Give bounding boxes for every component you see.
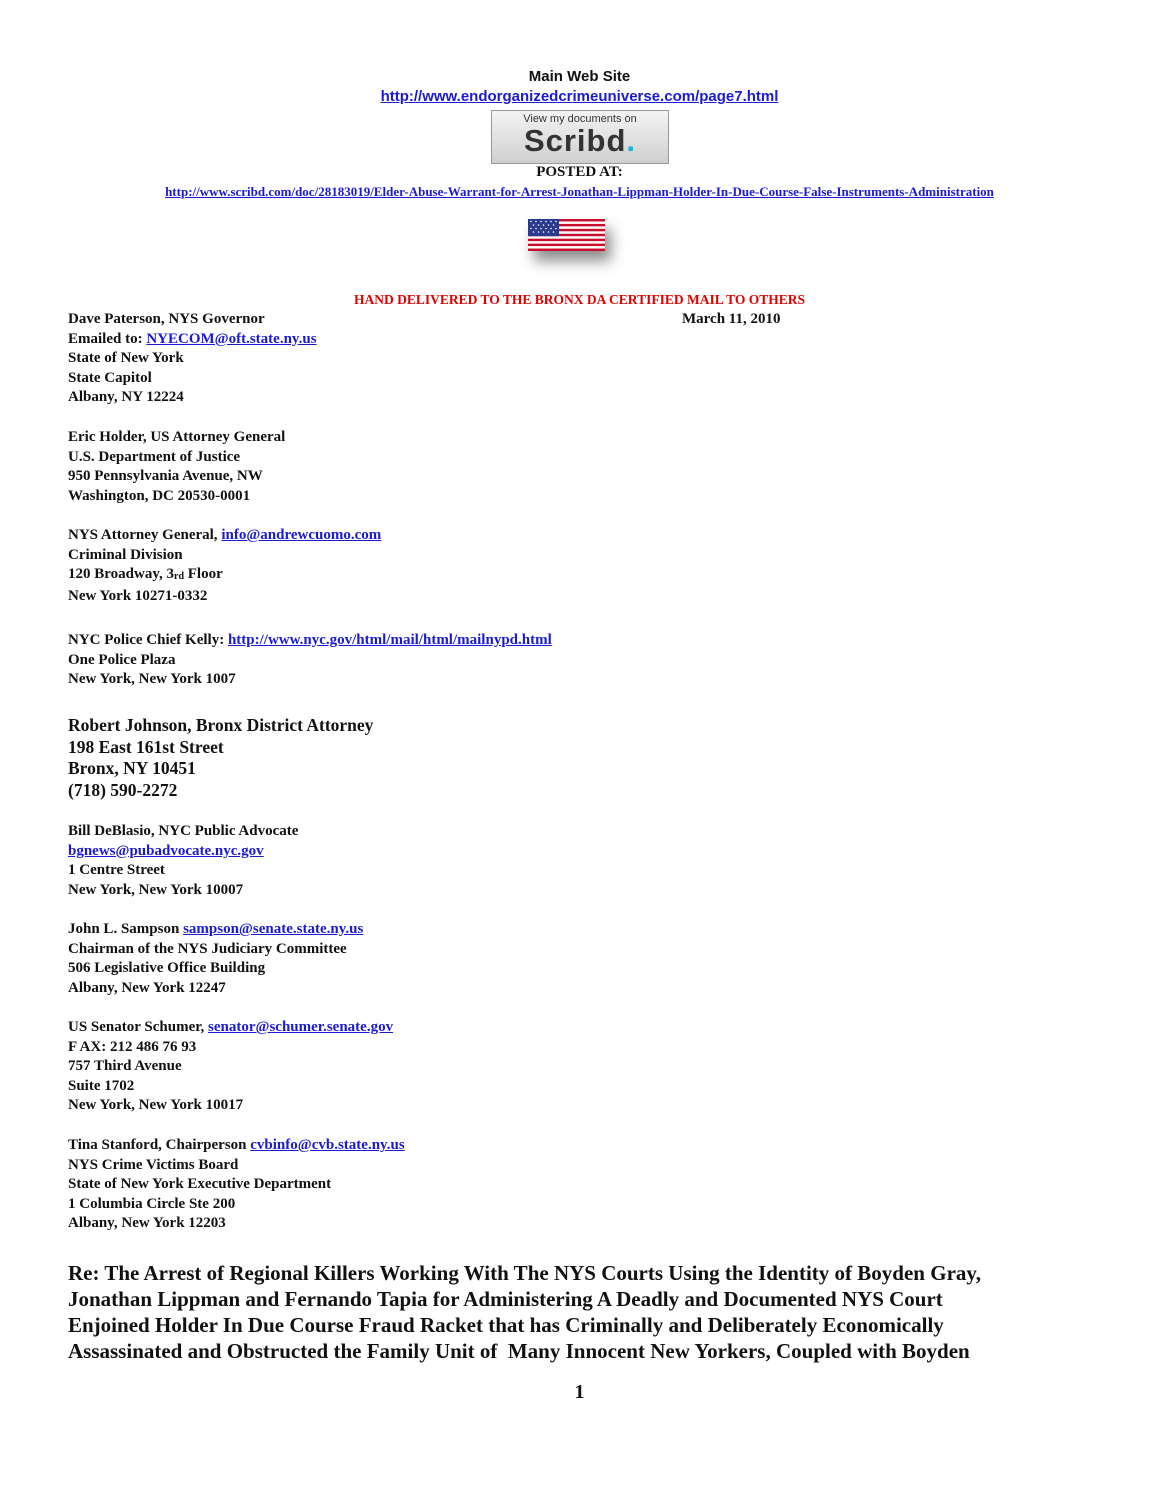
recipient-paterson xyxy=(68,310,317,408)
address-line: 1 Centre Street xyxy=(68,862,165,878)
recipient-name-line xyxy=(68,526,381,546)
email-link[interactable]: bgnews@pubadvocate.nyc.gov xyxy=(68,842,264,859)
us-flag-icon xyxy=(528,219,605,251)
address-line: Albany, New York 12247 xyxy=(68,979,226,996)
email-link[interactable]: NYECOM@oft.state.ny.us xyxy=(146,330,317,347)
recipient-name: NYC Police Chief Kelly: xyxy=(68,632,228,648)
recipient-email-line xyxy=(68,330,317,350)
address-line: New York, New York 1007 xyxy=(68,671,236,687)
recipient-schumer xyxy=(68,1018,393,1116)
scribd-caption: View my documents on xyxy=(523,113,637,125)
recipient-name: NYS Attorney General, xyxy=(68,527,222,543)
subject-line: Jonathan Lippman and Fernando Tapia for Administering A Deadly and Documented NYS Court xyxy=(68,1287,943,1311)
recipient-nys-ag xyxy=(68,526,381,606)
scribd-logo xyxy=(492,125,668,156)
subject-block xyxy=(68,1260,1098,1364)
address-line: 1 Columbia Circle Ste 200 xyxy=(68,1195,236,1212)
scribd-badge[interactable] xyxy=(491,110,669,164)
email-prefix: Emailed to: xyxy=(68,330,147,347)
recipient-name: Robert Johnson, Bronx District Attorney xyxy=(68,715,374,735)
fax-line: F AX: 212 486 76 93 xyxy=(68,1038,197,1055)
scribd-dot: . xyxy=(626,123,637,158)
ordinal-suffix: rd xyxy=(174,571,184,582)
recipient-name: US Senator Schumer, xyxy=(68,1019,209,1035)
recipient-name: John L. Sampson xyxy=(68,921,184,937)
recipient-holder xyxy=(68,428,285,506)
address-part: 120 Broadway, 3 xyxy=(68,566,174,582)
address-line: Albany, NY 12224 xyxy=(68,389,184,405)
recipient-name: Bill DeBlasio, NYC Public Advocate xyxy=(68,823,299,839)
main-site-url-wrap xyxy=(0,88,1159,105)
url-link[interactable]: http://www.nyc.gov/html/mail/html/mailnypd.html xyxy=(227,632,552,648)
email-link[interactable]: sampson@senate.state.ny.us xyxy=(183,921,364,937)
address-line: New York 10271-0332 xyxy=(68,587,208,604)
address-line: Albany, New York 12203 xyxy=(68,1215,226,1231)
posted-label: POSTED AT: xyxy=(536,164,623,180)
recipient-kelly xyxy=(68,631,552,690)
recipient-deblasio xyxy=(68,822,298,900)
address-line: 950 Pennsylvania Avenue, NW xyxy=(68,468,263,484)
address-line: Chairman of the NYS Judiciary Committee xyxy=(68,940,347,957)
phone-line: (718) 590-2272 xyxy=(68,779,178,800)
email-link[interactable]: cvbinfo@cvb.state.ny.us xyxy=(250,1137,405,1153)
address-line: State of New York Executive Department xyxy=(68,1176,332,1192)
recipient-sampson xyxy=(68,920,363,998)
recipient-name: Tina Stanford, Chairperson xyxy=(68,1137,251,1153)
address-line xyxy=(68,565,381,587)
address-line: Bronx, NY 10451 xyxy=(68,758,196,778)
address-line: One Police Plaza xyxy=(68,651,176,668)
address-line: Criminal Division xyxy=(68,546,183,563)
recipient-name-line xyxy=(68,631,552,651)
address-line: State Capitol xyxy=(68,369,152,386)
recipient-johnson xyxy=(68,715,373,801)
recipient-stanford xyxy=(68,1136,405,1234)
address-line: Suite 1702 xyxy=(68,1077,135,1094)
recipient-name-line xyxy=(68,1018,393,1038)
main-site-link[interactable]: http://www.endorganizedcrimeuniverse.com/page7.html xyxy=(380,88,779,105)
address-part: Floor xyxy=(184,566,223,582)
email-link[interactable]: senator@schumer.senate.gov xyxy=(208,1019,394,1035)
address-line: U.S. Department of Justice xyxy=(68,448,241,465)
address-line: New York, New York 10007 xyxy=(68,881,244,898)
posted-url-wrap xyxy=(0,184,1159,200)
address-line: State of New York xyxy=(68,350,184,366)
address-line: Washington, DC 20530-0001 xyxy=(68,487,251,504)
subject-line: Assassinated and Obstructed the Family Unit of Many Innocent New Yorkers, Coupled with Boyden xyxy=(68,1339,970,1363)
recipient-name-line xyxy=(68,920,363,940)
address-line: 198 East 161st Street xyxy=(68,736,224,757)
delivery-note: HAND DELIVERED TO THE BRONX DA CERTIFIED MAIL TO OTHERS xyxy=(353,292,805,307)
subject-line: Re: The Arrest of Regional Killers Working With The NYS Courts Using the Identity of Boyden Gray, xyxy=(68,1261,981,1285)
subject-line: Enjoined Holder In Due Course Fraud Racket that has Criminally and Deliberately Economically xyxy=(68,1313,944,1337)
posted-link[interactable]: http://www.scribd.com/doc/28183019/Elder-Abuse-Warrant-for-Arrest-Jonathan-Lippman-Holder-In-Due-Course-False-Instruments-Administration xyxy=(165,184,994,199)
address-line: New York, New York 10017 xyxy=(68,1097,244,1113)
main-site-label: Main Web Site xyxy=(528,68,631,85)
recipient-name: Dave Paterson, NYS Governor xyxy=(68,311,265,327)
address-line: 506 Legislative Office Building xyxy=(68,960,266,976)
address-line: NYS Crime Victims Board xyxy=(68,1156,239,1173)
recipient-name-line xyxy=(68,1136,405,1156)
scribd-brand: Scribd xyxy=(523,123,627,158)
address-line: 757 Third Avenue xyxy=(68,1058,182,1074)
page-number: 1 xyxy=(574,1381,585,1403)
email-line xyxy=(68,842,298,862)
letter-date: March 11, 2010 xyxy=(682,311,781,327)
email-link[interactable]: info@andrewcuomo.com xyxy=(221,527,382,543)
recipient-name: Eric Holder, US Attorney General xyxy=(68,429,286,445)
